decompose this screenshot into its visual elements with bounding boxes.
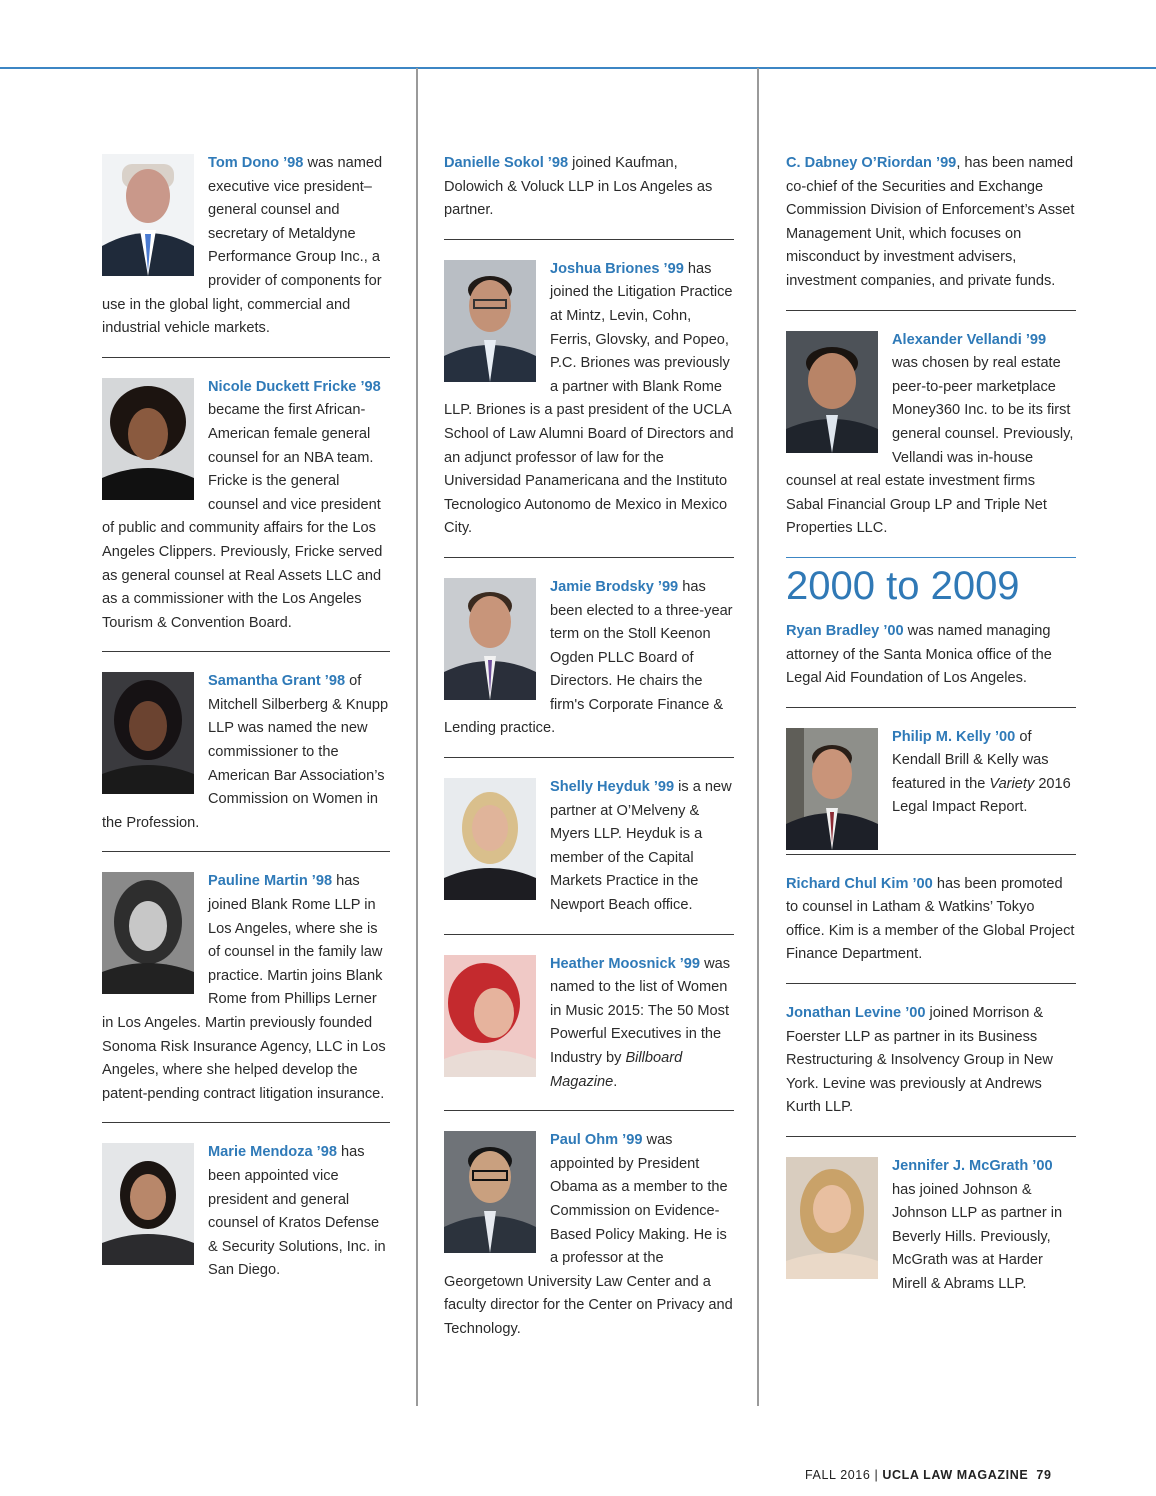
alumni-note: is a new partner at O’Melveny & Myers LLP. Heyduk is a member of the Capital Markets Practice in the Newport Beach office. [550,779,732,914]
alumni-note: , has been named co-chief of the Securities and Exchange Commission Division of Enforcement’s Asset Management Unit, which focuses on misconduct by investment advisers, investment companies, and private funds. [786,155,1075,289]
separator [786,854,1076,855]
separator [444,757,734,758]
alumni-note: joined Kaufman, Dolowich & Voluck LLP in Los Angeles as partner. [444,155,713,219]
alumni-name: Paul Ohm ’99 [550,1132,643,1149]
alumni-name: Jonathan Levine ’00 [786,1005,926,1022]
entry-ryan-bradley [786,620,1076,691]
alumni-name: Samantha Grant ’98 [208,673,346,690]
column-1 [102,152,390,1283]
separator [786,310,1076,311]
top-rule [0,67,1156,69]
entry-philip-kelly [786,726,1076,820]
magazine-title: UCLA LAW MAGAZINE [882,1468,1029,1482]
entry-jonathan-levine [786,1002,1076,1120]
separator [786,1136,1076,1137]
separator [444,239,734,240]
alumni-name: C. Dabney O’Riordan ’99 [786,155,957,171]
alumni-name: Tom Dono ’98 [208,155,304,171]
portrait-photo [444,1131,536,1253]
portrait-photo [444,260,536,382]
alumni-name: Jennifer J. McGrath ’00 [892,1158,1053,1175]
alumni-note: of Mitchell Silberberg & Knupp LLP was named the new commissioner to the American Bar Association’s Commission on Women in the Profession. [102,673,389,831]
entry-marie-mendoza [102,1141,390,1283]
alumni-name: Jamie Brodsky ’99 [550,578,679,595]
separator [444,1110,734,1111]
alumni-note: has joined the Litigation Practice at Mintz, Levin, Cohn, Ferris, Glovsky, and Popeo, P.C. Briones was previously a partner with Blank Rome LLP. Briones is a past president of the UCLA School of Law Alumni Board of Directors and an adjunct professor of law for the Universidad Panamericana and the Instituto Tecnologico Autonomo de Mexico in Mexico City. [444,260,734,537]
entry-paul-ohm [444,1129,734,1341]
portrait-photo [444,578,536,700]
alumni-name: Joshua Briones ’99 [550,260,684,277]
alumni-name: Heather Moosnick ’99 [550,955,701,972]
alumni-name: Nicole Duckett Fricke ’98 [208,378,381,395]
entry-pauline-martin [102,870,390,1106]
column-2 [444,152,734,1342]
alumni-note: was chosen by real estate peer-to-peer marketplace Money360 Inc. to be its first general counsel. Previously, Vellandi was in-house counsel at real estate investment firms Sabal Financial Group LP and Triple Net Properties LLC. [786,355,1074,537]
alumni-name: Shelly Heyduk ’99 [550,779,675,796]
alumni-note-end: 2016 Legal Impact Report. [892,775,1071,816]
alumni-note: joined Morrison & Foerster LLP as partner in its Business Restructuring & Insolvency Group in New York. Levine was previously at Andrews Kurth LLP. [786,1005,1053,1116]
column-3 [786,152,1076,1297]
entry-joshua-briones [444,258,734,541]
alumni-note: of Kendall Brill & Kelly was featured in the [892,728,1049,792]
alumni-note: has joined Blank Rome LLP in Los Angeles, where she is of counsel in the family law practice. Martin joins Blank Rome from Phillips Lerner in Los Angeles. Martin previously founded Sonoma Risk Insurance Agency, LLC in Los Angeles, where she helped develop the patent-pending contract litigation insurance. [102,873,386,1102]
alumni-note: has been appointed vice president and general counsel of Kratos Defense & Security Solutions, Inc. in San Diego. [208,1144,386,1279]
separator [444,557,734,558]
separator [102,851,390,852]
portrait-photo [102,154,194,276]
separator [786,707,1076,708]
entry-tom-dono [102,152,390,341]
portrait-photo [786,331,878,453]
alumni-note: has been elected to a three-year term on the Stoll Keenon Ogden PLLC Board of Directors. He chairs the firm's Corporate Finance & Lending practice. [444,578,733,737]
separator [102,651,390,652]
entry-shelly-heyduk [444,776,734,918]
alumni-note: has joined Johnson & Johnson LLP as partner in Beverly Hills. Previously, McGrath was at Harder Mirell & Abrams LLP. [892,1181,1063,1292]
portrait-photo [102,672,194,794]
portrait-photo [102,378,194,500]
portrait-photo [444,955,536,1077]
alumni-name: Pauline Martin ’98 [208,873,333,890]
portrait-photo [786,728,878,850]
alumni-note: became the first African-American female general counsel for an NBA team. Fricke is the general counsel and vice president of public and community affairs for the Los Angeles Clippers. Previously, Fricke served as general counsel at Real Assets LLC and as a commissioner with the Los Angeles Tourism & Convention Board. [102,402,383,631]
page-number: 79 [1036,1468,1052,1482]
alumni-name: Ryan Bradley ’00 [786,622,904,639]
alumni-note: has been promoted to counsel in Latham & Watkins’ Tokyo office. Kim is a member of the Global Project Finance Department. [786,875,1075,963]
separator [786,983,1076,984]
portrait-photo [102,872,194,994]
publication-title: Variety [989,775,1035,792]
column-divider-1 [416,68,418,1406]
entry-jamie-brodsky [444,576,734,741]
alumni-name: Danielle Sokol ’98 [444,155,569,171]
portrait-photo [102,1143,194,1265]
alumni-note: was named to the list of Women in Music 2015: The 50 Most Powerful Executives in the Industry by [550,955,731,1066]
alumni-note-end: . [613,1073,618,1090]
footer-divider: | [874,1468,879,1482]
entry-samantha-grant [102,670,390,835]
page-footer [805,1468,1052,1482]
entry-jennifer-mcgrath [786,1155,1076,1297]
publication-title: Billboard Magazine [550,1050,683,1090]
alumni-note: was appointed by President Obama as a member to the Commission on Evidence-Based Policy Making. He is a professor at the Georgetown University Law Center and a faculty director for the Center on Privacy and Technology. [444,1132,733,1337]
alumni-name: Richard Chul Kim ’00 [786,875,933,892]
entry-danielle-sokol [444,152,734,223]
separator [444,934,734,935]
separator [102,1122,390,1123]
separator [102,357,390,358]
issue-label: FALL 2016 [805,1468,871,1482]
alumni-note: was named executive vice president–general counsel and secretary of Metaldyne Performance Group Inc., a provider of components for use in the global light, commercial and industrial vehicle markets. [102,155,383,337]
entry-dabney-oriordan [786,152,1076,294]
entry-alexander-vellandi [786,329,1076,541]
alumni-name: Philip M. Kelly ’00 [892,728,1016,745]
alumni-name: Marie Mendoza ’98 [208,1144,337,1161]
portrait-photo [786,1157,878,1279]
entry-richard-kim [786,873,1076,967]
column-divider-2 [757,68,759,1406]
entry-heather-moosnick [444,953,734,1095]
entry-nicole-fricke [102,376,390,636]
portrait-photo [444,778,536,900]
alumni-name: Alexander Vellandi ’99 [892,331,1047,348]
alumni-note: was named managing attorney of the Santa Monica office of the Legal Aid Foundation of Los Angeles. [786,622,1052,687]
section-title: 2000 to 2009 [786,557,1076,610]
